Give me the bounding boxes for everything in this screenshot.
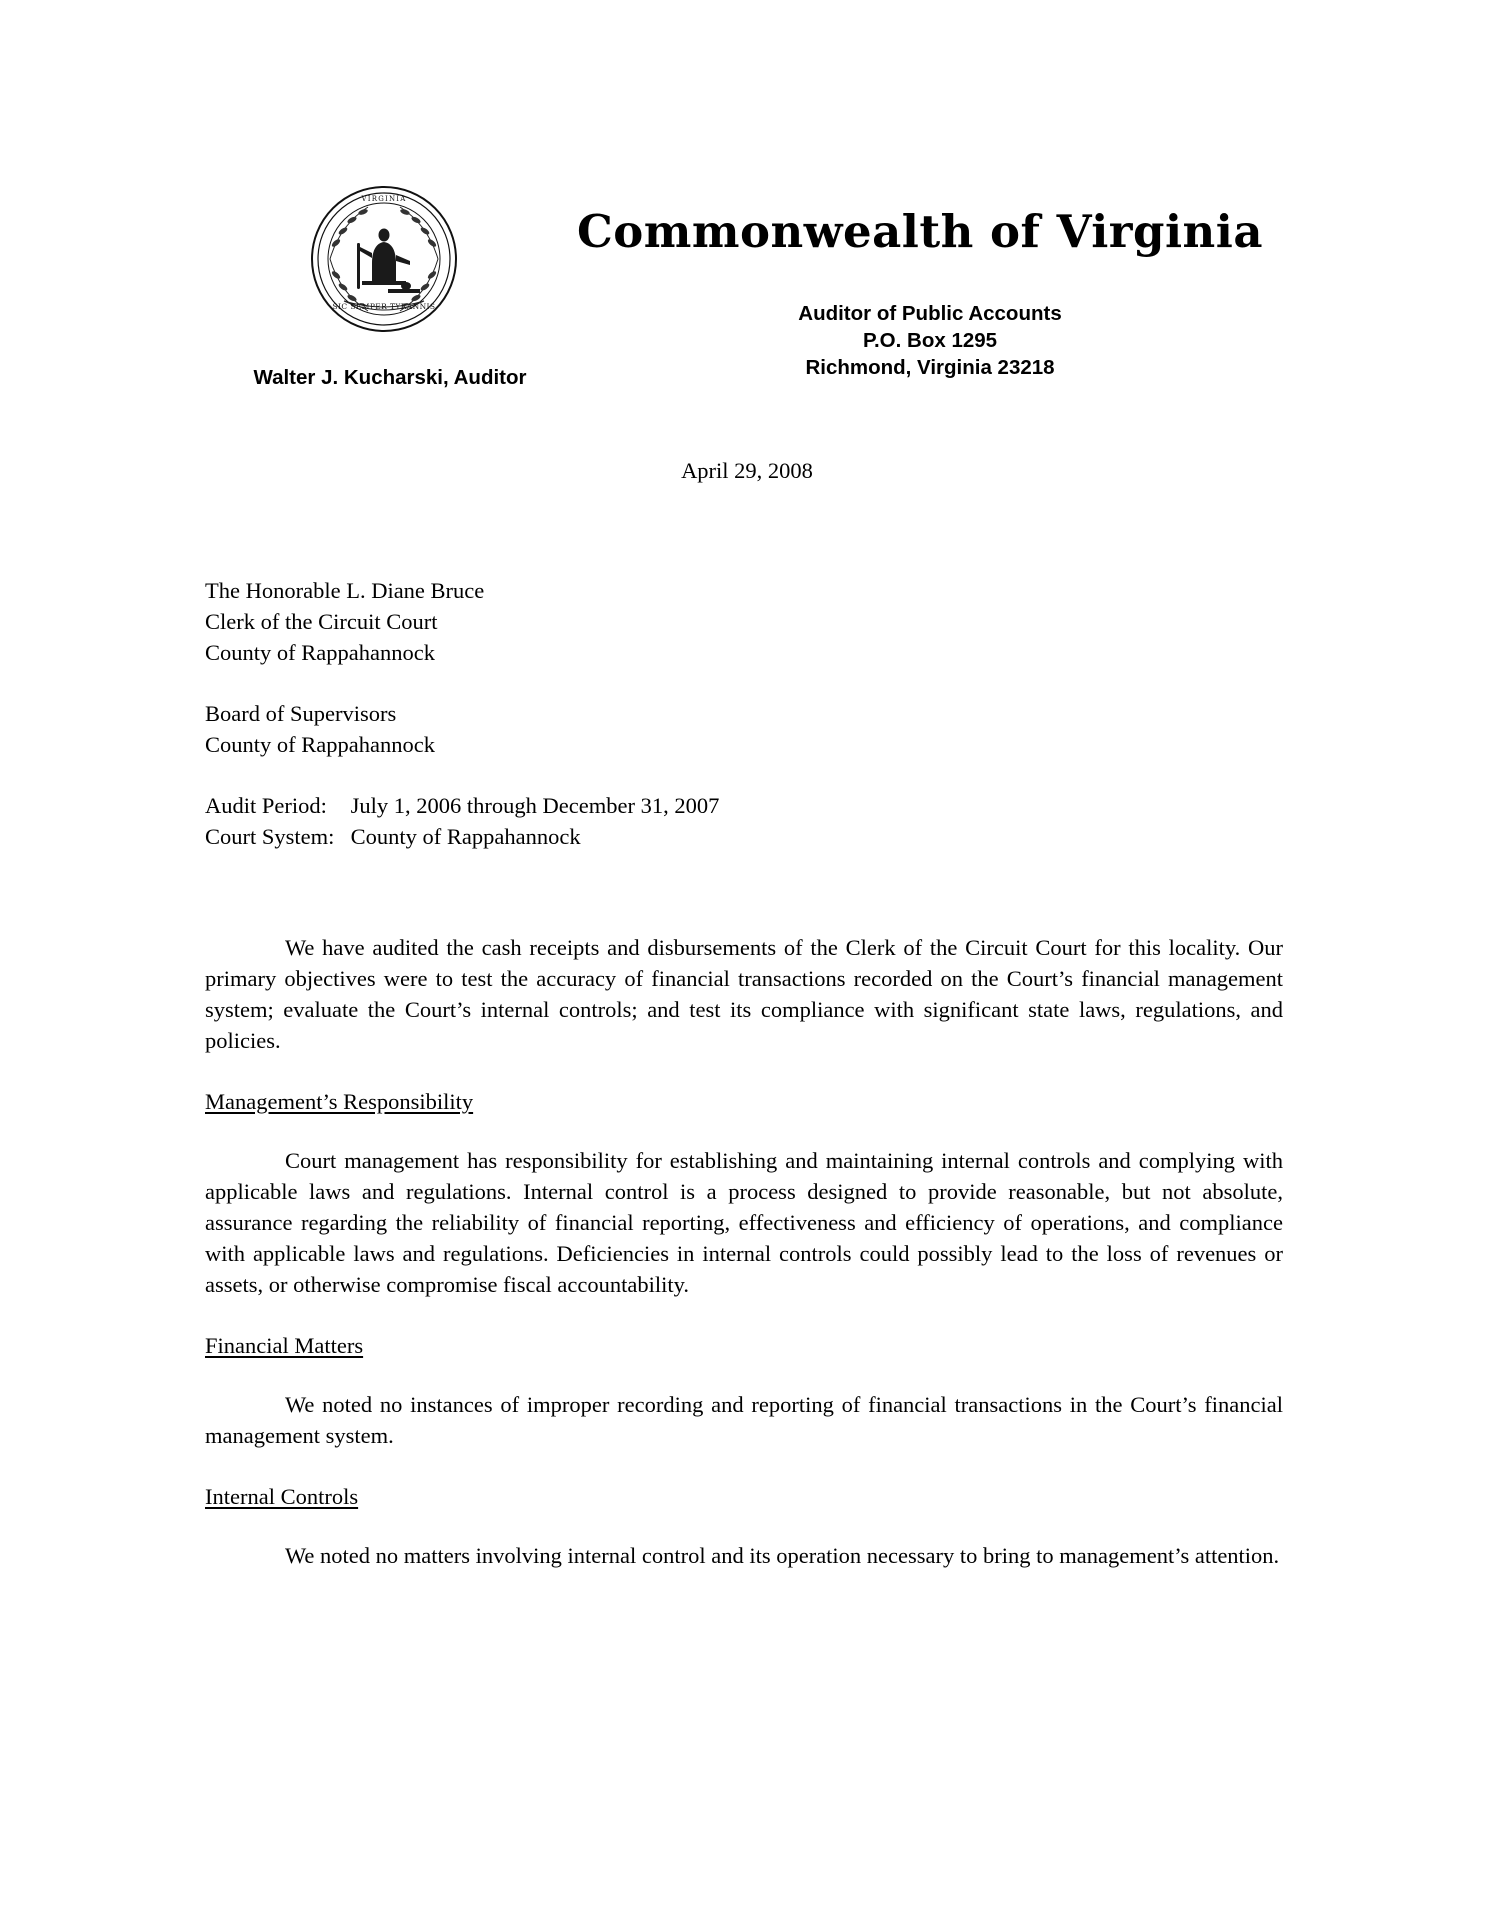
section-body-management-responsibility: Court management has responsibility for establishing and maintaining internal controls and complying with applicable laws and regulations. Internal control is a process designed to provide reasonable, but not absolute, assurance regarding the reliability of financial reporting, effectiveness and efficiency of operations, and compliance with applicable laws and regulations. Deficiencies in internal controls could possibly lead to the loss of revenues or assets, or otherwise compromise fiscal accountability.: [205, 1148, 1283, 1297]
court-system-value: County of Rappahannock: [350, 824, 581, 849]
svg-text:SIC SEMPER TYRANNIS: SIC SEMPER TYRANNIS: [332, 302, 436, 311]
audit-period-value: July 1, 2006 through December 31, 2007: [350, 793, 720, 818]
recipient-line: County of Rappahannock: [205, 640, 435, 665]
agency-line-1: Auditor of Public Accounts: [798, 302, 1062, 325]
letter-date: April 29, 2008: [681, 458, 813, 483]
agency-line-3: Richmond, Virginia 23218: [805, 356, 1055, 379]
section-body-internal-controls: We noted no matters involving internal control and its operation necessary to bring to management’s attention.: [285, 1543, 1280, 1568]
section-heading-internal-controls: Internal Controls: [205, 1484, 359, 1509]
audit-period-label: Audit Period:: [205, 793, 327, 818]
opening-paragraph: We have audited the cash receipts and disbursements of the Clerk of the Circuit Court for this locality. Our primary objectives were to test the accuracy of financial transactions recorded on the Court’s financial management system; evaluate the Court’s internal controls; and test its compliance with significant state laws, regulations, and policies.: [205, 935, 1283, 1053]
auditor-name: Walter J. Kucharski, Auditor: [253, 366, 527, 389]
audit-metadata: [205, 790, 1283, 852]
agency-address-block: [600, 300, 1260, 381]
audit-period-row: [205, 790, 1283, 821]
section-heading-financial-matters: Financial Matters: [205, 1333, 364, 1358]
recipient-block-1: [205, 575, 1283, 668]
svg-text:VIRGINIA: VIRGINIA: [361, 195, 407, 203]
letter-body: [205, 575, 1283, 1571]
recipient-line: Clerk of the Circuit Court: [205, 609, 438, 634]
virginia-state-seal-icon: [310, 185, 458, 333]
commonwealth-title: Commonwealth of Virginia: [576, 205, 1264, 258]
letterhead: [0, 0, 1494, 420]
agency-line-2: P.O. Box 1295: [862, 329, 998, 352]
court-system-label: Court System:: [205, 824, 335, 849]
spacer: [205, 872, 1283, 932]
section-heading-management-responsibility: Management’s Responsibility: [205, 1089, 474, 1114]
recipient-block-2: [205, 698, 1283, 760]
section-body-financial-matters: We noted no instances of improper recording and reporting of financial transactions in the Court’s financial management system.: [205, 1392, 1283, 1448]
recipient-line: The Honorable L. Diane Bruce: [205, 578, 485, 603]
court-system-row: [205, 821, 1283, 852]
recipient-line: County of Rappahannock: [205, 732, 435, 757]
recipient-line: Board of Supervisors: [205, 701, 397, 726]
